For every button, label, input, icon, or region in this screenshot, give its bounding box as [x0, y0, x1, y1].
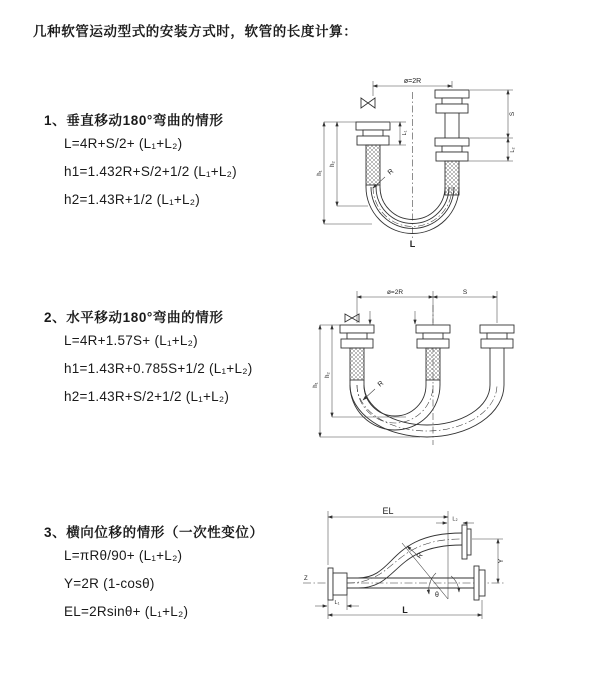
formula-line: h2=1.43R+1/2 (L₁+L₂): [64, 192, 201, 207]
formula-line: h1=1.43R+0.785S+1/2 (L₁+L₂): [64, 361, 253, 376]
dim-label-l2: L₂: [452, 516, 458, 523]
diagram-lateral-displacement: [300, 503, 600, 648]
formula-line: Y=2R (1-cosθ): [64, 576, 155, 591]
section-heading: 3、横向位移的情形（一次性变位）: [44, 525, 264, 540]
dim-label-l1: L₁: [402, 130, 408, 136]
formula-line: h2=1.43R+S/2+1/2 (L₁+L₂): [64, 389, 230, 404]
dim-label-r: R: [376, 379, 386, 389]
dim-label-l: L: [409, 239, 416, 249]
valve-icon: [361, 98, 375, 108]
dim-label-s: S: [462, 289, 468, 296]
section-heading: 2、水平移动180°弯曲的情形: [44, 310, 224, 325]
formula-line: h1=1.432R+S/2+1/2 (L₁+L₂): [64, 164, 237, 179]
dim-label-theta: θ: [435, 592, 439, 599]
dim-label-h1: h₁: [317, 170, 323, 176]
dim-label-s: S: [509, 111, 516, 117]
formula-line: L=4R+S/2+ (L₁+L₂): [64, 136, 183, 151]
dim-label-h1: h₁: [313, 382, 319, 388]
dim-label-y: Y: [498, 558, 505, 564]
dim-label-h2: h₂: [325, 372, 331, 378]
dim-label-h2: h₂: [330, 161, 336, 167]
page-title: 几种软管运动型式的安装方式时，软管的长度计算：: [33, 24, 358, 39]
dim-label-r: R: [386, 167, 396, 177]
dim-label-el: EL: [382, 506, 394, 516]
dim-label-l: L: [402, 605, 408, 615]
dim-label-l2: L₂: [510, 147, 516, 153]
dim-label-diameter: ø=2R: [403, 78, 422, 85]
dim-label-l1: L₁: [334, 600, 340, 606]
diagram-vertical-180-bend: [310, 72, 595, 252]
diagram-horizontal-180-bend: [308, 285, 600, 463]
centerline-mark: Z: [304, 576, 308, 582]
formula-line: EL=2Rsinθ+ (L₁+L₂): [64, 604, 189, 619]
section-heading: 1、垂直移动180°弯曲的情形: [44, 113, 224, 128]
formula-line: L=πRθ/90+ (L₁+L₂): [64, 548, 183, 563]
dim-label-r: R: [415, 551, 425, 561]
dim-label-diameter: ø=2R: [386, 289, 404, 296]
formula-line: L=4R+1.57S+ (L₁+L₂): [64, 333, 198, 348]
